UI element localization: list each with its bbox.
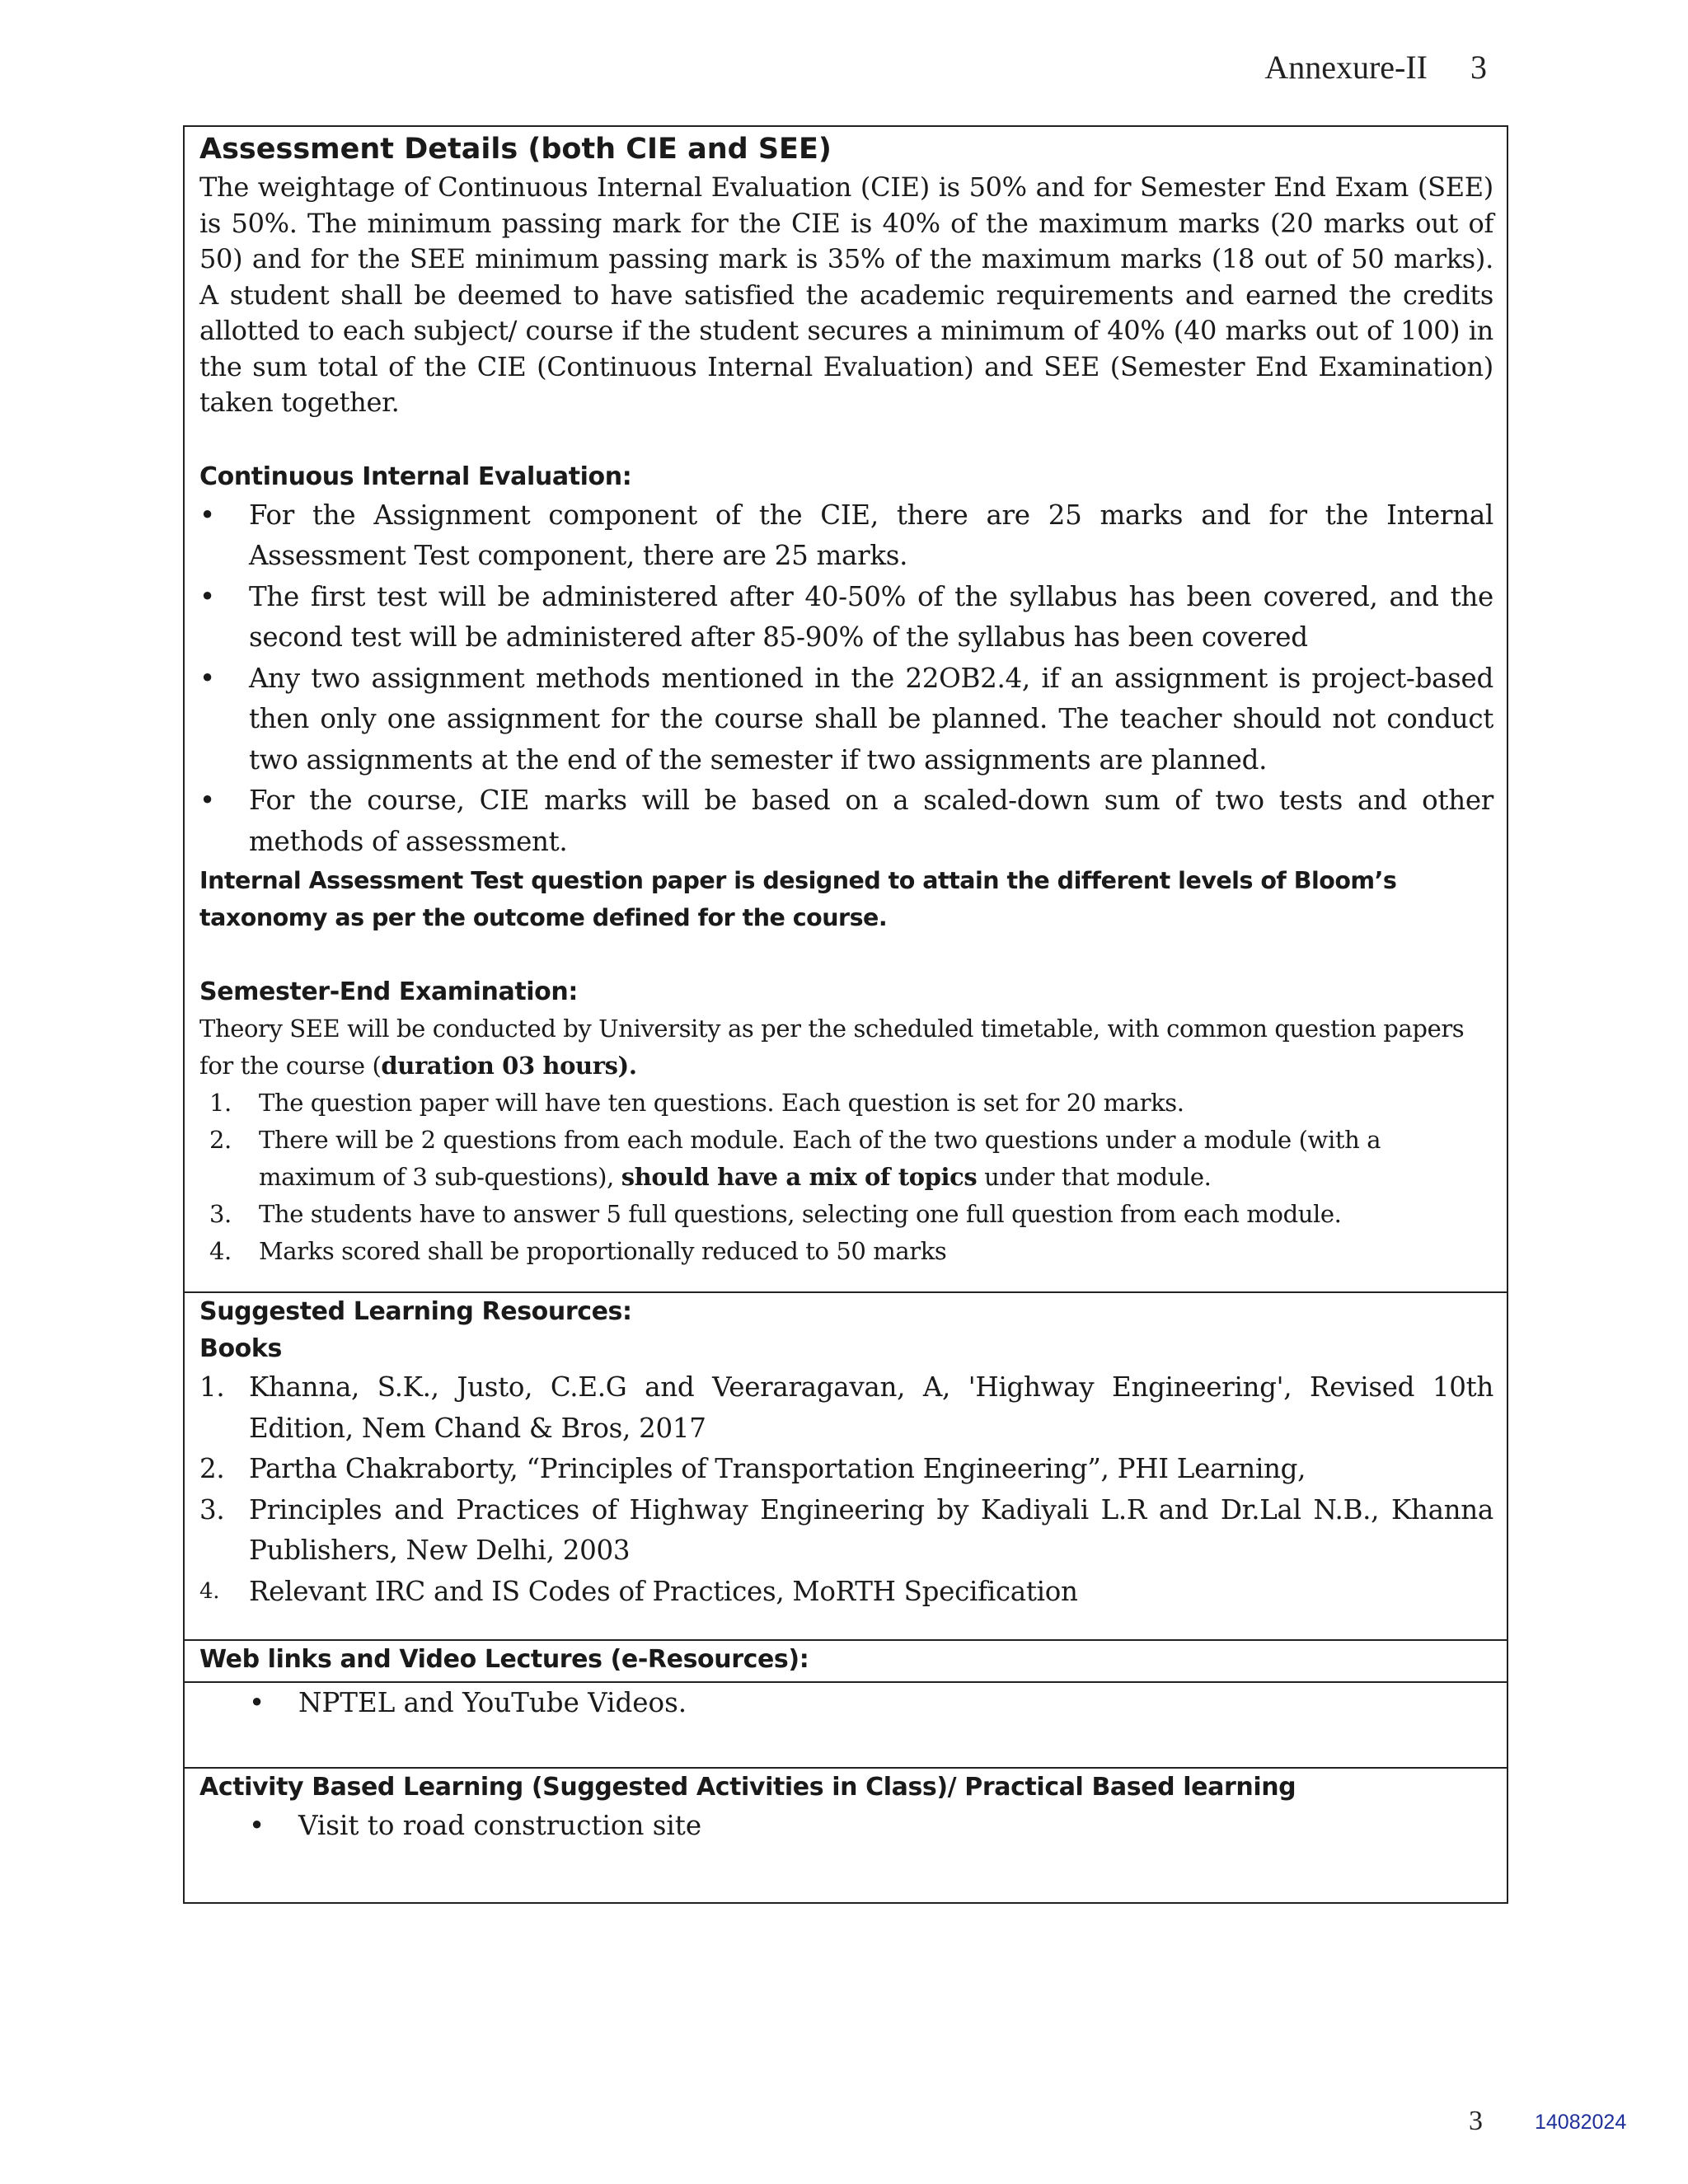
list-item: • For the Assignment component of the CIE, there are 25 marks and for the Internal Assessment Test component, there are 25 marks. [199,495,1493,577]
books-list [199,1367,1493,1612]
list-item: 4. Marks scored shall be proportionally reduced to 50 marks [209,1237,947,1265]
bullet-icon: • [199,662,215,694]
list-item: 2. There will be 2 questions from each module. Each of the two questions under a module (with a maximum of 3 sub-questions), should have a mix of topics under that module. [209,1126,1381,1191]
bullet-icon: • [199,580,215,612]
cie-list [199,495,1493,863]
bullet-icon: • [249,1687,265,1718]
page-header [1264,48,1487,87]
weblinks-heading: Web links and Video Lectures (e-Resources): [199,1645,809,1674]
list-item: 3. Principles and Practices of Highway Engineering by Kadiyali L.R and Dr.Lal N.B., Khanna Publishers, New Delhi, 2003 [199,1493,1493,1566]
cie-note: Internal Assessment Test question paper is designed to attain the different levels of Bloom’s taxonomy as per the outcome defined for the course. [199,867,1397,931]
bullet-icon: • [249,1810,265,1841]
list-item: 2. Partha Chakraborty, “Principles of Transportation Engineering”, PHI Learning, [199,1453,1306,1484]
weblinks-list [199,1683,1493,1724]
list-item: • The first test will be administered after 40-50% of the syllabus has been covered, and the second test will be administered after 85-90% of the syllabus has been covered [199,577,1493,658]
syllabus-table [183,125,1508,1904]
resources-section [185,1291,1507,1639]
see-intro: Theory SEE will be conducted by University as per the scheduled timetable, with common question papers for the course (duration 03 hours). [199,1015,1465,1080]
bullet-icon: • [199,499,215,531]
weblinks-heading-row [185,1639,1507,1681]
list-item: • Visit to road construction site [199,1806,1493,1847]
see-heading: Semester-End Examination: [199,977,578,1006]
list-item: 1. Khanna, S.K., Justo, C.E.G and Veeraragavan, A, 'Highway Engineering', Revised 10th Edition, Nem Chand & Bros, 2017 [199,1371,1493,1444]
list-item: • For the course, CIE marks will be based on a scaled-down sum of two tests and other methods of assessment. [199,780,1493,862]
assessment-section [185,127,1507,1291]
list-item: 4. Relevant IRC and IS Codes of Practices, MoRTH Specification [199,1575,1078,1607]
list-item: 3. The students have to answer 5 full questions, selecting one full question from each module. [209,1200,1342,1228]
activity-section [185,1767,1507,1902]
assessment-intro: The weightage of Continuous Internal Evaluation (CIE) is 50% and for Semester End Exam (SEE) is 50%. The minimum passing mark for the CIE is 40% of the maximum marks (20 marks out of 50) and for the SEE minimum passing mark is 35% of the maximum marks (18 out of 50 marks). A student shall be deemed to have satisfied the academic requirements and earned the credits allotted to each subject/ course if the student secures a minimum of 40% (40 marks out of 100) in the sum total of the CIE (Continuous Internal Evaluation) and SEE (Semester End Examination) taken together. [199,171,1493,418]
resources-heading: Suggested Learning Resources: [199,1297,632,1326]
bullet-icon: • [199,785,215,816]
activity-list [199,1806,1493,1847]
activity-heading: Activity Based Learning (Suggested Activities in Class)/ Practical Based learning [199,1773,1296,1802]
assessment-title: Assessment Details (both CIE and SEE) [199,133,832,166]
footer-code: 14082024 [1535,2111,1627,2134]
weblinks-section [185,1681,1507,1767]
cie-heading: Continuous Internal Evaluation: [199,462,632,491]
annexure-label: Annexure-II [1264,49,1428,86]
list-item: • Any two assignment methods mentioned in the 22OB2.4, if an assignment is project-based then only one assignment for the course shall be planned. The teacher should not conduct two assignments at the end of the semester if two assignments are planned. [199,658,1493,781]
books-heading: Books [199,1334,282,1363]
list-item: 1. The question paper will have ten questions. Each question is set for 20 marks. [209,1089,1184,1117]
header-page-number: 3 [1470,49,1487,86]
footer-page-number: 3 [1469,2106,1483,2136]
list-item: • NPTEL and YouTube Videos. [199,1683,1493,1724]
see-list [199,1085,1493,1270]
